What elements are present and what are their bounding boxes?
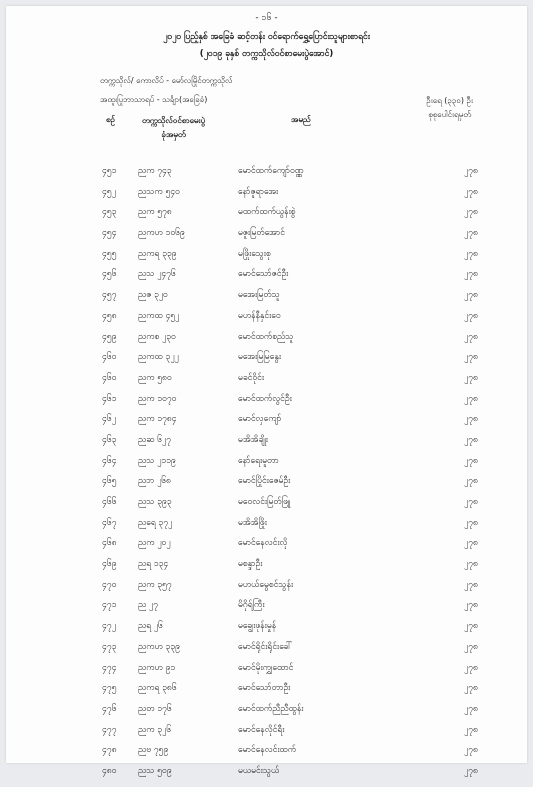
row-number: ၄၆၉ (102, 559, 117, 570)
student-name: မယမင်းသွယ် (238, 765, 280, 776)
exam-seat-number: ညရေ ၃၇၂ (138, 517, 173, 528)
document-title: ၂၀၂၀ ပြည့်နှစ် အခြေခံ ဆင့်တန်း ဝင်ရောက်ရွှေ့ပြောင်းသူများစာရင်း (163, 32, 370, 42)
exam-seat-number: ညကဟ ၁၀၆၉ (138, 228, 185, 239)
score-value: ၂၇၈ (464, 703, 478, 714)
score-value: ၂၇၈ (464, 600, 478, 611)
student-name: မအိအိချိုး (238, 434, 268, 445)
score-value: ၂၇၈ (464, 414, 478, 425)
student-name: မဟန်နီနှင်းဝေ (238, 310, 281, 321)
page-number: - ၁၆ - (255, 13, 278, 23)
header-exam-seat-line1: တက္ကသိုလ်ဝင်စာမေးပွဲ (142, 116, 206, 125)
table-row (6, 476, 527, 497)
exam-seat-number: ညကဟ ၉၁ (138, 662, 176, 673)
header-name: အမည် (291, 115, 311, 124)
score-value: ၂၇၈ (464, 579, 478, 590)
exam-seat-number: ညတ ၁၇၆ (138, 703, 172, 714)
exam-seat-number: ညရ ၂၆ (138, 621, 163, 632)
exam-seat-number: ညကဟ ၃၃၉ (138, 641, 180, 652)
student-name: မောင်လှကျော် (238, 414, 282, 425)
row-number: ၄၆၃ (102, 434, 117, 445)
table-row (6, 538, 527, 559)
score-value: ၂၇၈ (464, 517, 478, 528)
student-name: မောင်ပြိုင်းဇေမ်ဦး (238, 476, 291, 487)
row-number: ၄၇၃ (102, 641, 117, 652)
table-row (6, 518, 527, 539)
student-name: မချွေးဖုန်းမှုန် (238, 621, 277, 632)
table-row (6, 725, 527, 746)
row-number: ၄၅၁ (102, 166, 117, 176)
total-count-line2: စုစုပေါင်းရမှတ် (428, 110, 471, 119)
table-row (6, 187, 527, 208)
student-name: မောင်ထက်လွင်ဦး (238, 393, 292, 404)
exam-seat-number: ညကထ ၄၅၂ (138, 310, 180, 321)
table-row (6, 290, 527, 311)
exam-seat-number: ညက ၅၇၈ (138, 207, 172, 218)
table-row (6, 269, 527, 290)
score-value: ၂၇၈ (464, 248, 478, 259)
row-number: ၄၅၄ (102, 228, 117, 239)
exam-seat-number: ညသ ၃၉၃ (138, 497, 172, 507)
row-number: ၄၇၇ (102, 724, 117, 735)
table-row (6, 207, 527, 228)
row-number: ၄၇၂ (102, 621, 116, 632)
row-number: ၄၆၇ (102, 517, 117, 528)
score-value: ၂၇၈ (464, 331, 478, 342)
exam-seat-number: ညသ ၅၀၉ (138, 765, 172, 776)
row-number: ၄၆၈ (102, 538, 117, 549)
score-value: ၂၇၈ (464, 352, 478, 363)
student-name: မောင်ထက်ညီညီထွန်း (238, 703, 304, 714)
table-row (6, 435, 527, 456)
exam-seat-number: ညဗ ၇၅၉ (138, 745, 169, 756)
score-value: ၂၇၈ (464, 228, 478, 239)
exam-seat-number: ညကရ ၃၃၉ (138, 248, 177, 259)
student-name: မောင်ရိုင်းရိုင်းခေါ် (238, 641, 293, 652)
row-number: ၄၇၀ (102, 579, 117, 590)
table-row (6, 580, 527, 601)
score-value: ၂၇၈ (464, 683, 478, 694)
header-exam-seat (142, 114, 205, 142)
exam-seat-number: ညသက ၅၄၀ (138, 186, 180, 197)
table-row (6, 745, 527, 766)
student-name: မိဂိုရ်ကြီး (238, 600, 265, 611)
row-number: ၄၅၈ (102, 310, 117, 321)
header-number: စဉ် (106, 115, 115, 124)
row-number: ၄၇၄ (102, 662, 117, 673)
row-number: ၄၇၁ (102, 600, 117, 611)
student-name: မခင်ဝိုင်း (238, 372, 264, 383)
table-row (6, 559, 527, 580)
exam-seat-number: ညကထ ၃၂၂ (138, 352, 179, 363)
table-row (6, 228, 527, 249)
score-value: ၂၇၈ (464, 186, 478, 197)
document-subtitle: (၂၀၁၉ ခုနှစ် တက္ကသိုလ်ဝင်စာမေးပွဲအောင်) (199, 49, 334, 59)
student-name: မဝေလင်းမြတ်ဖြူ (238, 497, 291, 507)
student-name: မအိအိဖြိုး (238, 517, 267, 528)
table-row (6, 600, 527, 621)
score-value: ၂၇၈ (464, 745, 478, 756)
row-number: ၄၇၅ (102, 683, 117, 694)
table-row (6, 704, 527, 725)
row-number: ၄၆၁ (102, 393, 117, 404)
exam-seat-number: ညဇ ၃၂၀ (138, 290, 168, 301)
score-value: ၂၇၈ (464, 497, 478, 507)
score-value: ၂၇၈ (464, 166, 478, 176)
row-number: ၄၅၂ (102, 186, 116, 197)
score-value: ၂၇၈ (464, 455, 478, 466)
total-count-line1: ဦးရေ (၃၃၀) ဦး (426, 96, 473, 105)
score-value: ၂၇၈ (464, 724, 478, 735)
score-value: ၂၇၈ (464, 310, 478, 321)
exam-seat-number: ညသ ၂၁၁၉ (138, 455, 176, 466)
student-name: မောင်နေလင်းထက် (238, 745, 297, 756)
row-number: ၄၅၉ (102, 331, 117, 342)
score-value: ၂၇၈ (464, 372, 478, 383)
student-list (6, 166, 527, 787)
table-row (6, 249, 527, 270)
row-number: ၄၆၂ (102, 414, 116, 425)
student-name: နော်ရေးမူတာ (238, 455, 279, 466)
score-value: ၂၇၈ (464, 538, 478, 549)
exam-seat-number: ည ၂၇ (138, 600, 158, 611)
table-row (6, 332, 527, 353)
student-name: မောင်သော်ဇင်ဦး (238, 269, 289, 280)
row-number: ၄၆၀ (102, 352, 117, 363)
row-number: ၄၆၀ (102, 372, 117, 383)
score-value: ၂၇၈ (464, 393, 478, 404)
exam-seat-number: ညက ၅၈၀ (138, 372, 172, 383)
table-row (6, 394, 527, 415)
score-value: ၂၇၈ (464, 621, 478, 632)
exam-seat-number: ညက ၃၅၇ (138, 579, 172, 590)
exam-seat-number: ညရ ၁၃၄ (138, 559, 169, 570)
score-value: ၂၇၈ (464, 765, 478, 776)
document-page (6, 6, 527, 776)
student-name: မောင်မိုးကျွှထောင် (238, 662, 294, 673)
exam-seat-number: ညဘ ၂၆၈ (138, 476, 171, 487)
table-row (6, 663, 527, 684)
subject-label: အထူးပြုဘာသာရပ် - သင်္ချာ(အခြေခံ) (100, 95, 208, 104)
exam-seat-number: ညက ၁၀၇၀ (138, 393, 177, 404)
row-number: ၄၆၆ (102, 497, 117, 507)
table-row (6, 766, 527, 787)
student-name: မအေးမြတ်သူ (238, 290, 280, 301)
table-row (6, 414, 527, 435)
student-name: မထက်ထက်ယွန်းစွဲ (238, 207, 296, 218)
row-number: ၄၇၈ (102, 745, 117, 756)
total-count-label (426, 94, 473, 122)
score-value: ၂၇၈ (464, 290, 478, 301)
table-row (6, 497, 527, 518)
table-row (6, 166, 527, 187)
row-number: ၄၅၅ (102, 248, 117, 259)
row-number: ၄၅၃ (102, 207, 117, 218)
student-name: မောင်ထက်ကျော်ဝဏ္ဏ (238, 166, 304, 176)
exam-seat-number: ညကစ ၂၃၀ (138, 331, 176, 342)
exam-seat-number: ညသ ၂၄၇၆ (138, 269, 176, 280)
exam-seat-number: ညကရ ၃၈၆ (138, 683, 177, 694)
exam-seat-number: ညက ၂၀၂ (138, 538, 171, 549)
exam-seat-number: ညဆ ၆၂၇ (138, 434, 171, 445)
university-label: တက္ကသိုလ်/ ကောလိပ် - မော်လမြိုင်တက္ကသိုလ် (100, 76, 233, 85)
exam-seat-number: ညက ၇၄၃ (138, 166, 172, 176)
header-exam-seat-line2: ခုံအမှတ် (161, 130, 186, 139)
table-row (6, 311, 527, 332)
table-row (6, 642, 527, 663)
student-name: မဇူးမြတ်အောင် (238, 228, 285, 239)
score-value: ၂၇၈ (464, 269, 478, 280)
exam-seat-number: ညက ၃၂၆ (138, 724, 171, 735)
score-value: ၂၇၈ (464, 662, 478, 673)
student-name: မောင်ထက်စည်သူ (238, 331, 294, 342)
row-number: ၄၇၆ (102, 703, 117, 714)
table-row (6, 683, 527, 704)
student-name: မဟယ်မွေစင်သွန်း (238, 579, 294, 590)
table-row (6, 352, 527, 373)
student-name: မစန္ဒာဦး (238, 559, 263, 570)
student-name: မဖြိုးသွေးစု (238, 248, 271, 259)
table-row (6, 621, 527, 642)
exam-seat-number: ညက ၁၇၈၄ (138, 414, 177, 425)
row-number: ၄၅၇ (102, 290, 117, 301)
student-name: မောင်သော်တာဦး (238, 683, 291, 694)
score-value: ၂၇၈ (464, 641, 478, 652)
row-number: ၄၆၅ (102, 476, 117, 487)
table-row (6, 373, 527, 394)
row-number: ၄၅၆ (102, 269, 117, 280)
student-name: မောင်နေလိုင်ရီး (238, 724, 285, 735)
score-value: ၂၇၈ (464, 476, 478, 487)
student-name: နော်ဇူရာအေး (238, 186, 279, 197)
row-number: ၄၆၄ (102, 455, 117, 466)
score-value: ၂၇၈ (464, 559, 478, 570)
score-value: ၂၇၈ (464, 207, 478, 218)
student-name: မောင်နေလင်းလို (238, 538, 288, 549)
table-row (6, 456, 527, 477)
student-name: မအေးမြမြနွေး (238, 352, 281, 363)
row-number: ၄၈၀ (102, 765, 117, 776)
score-value: ၂၇၈ (464, 434, 478, 445)
